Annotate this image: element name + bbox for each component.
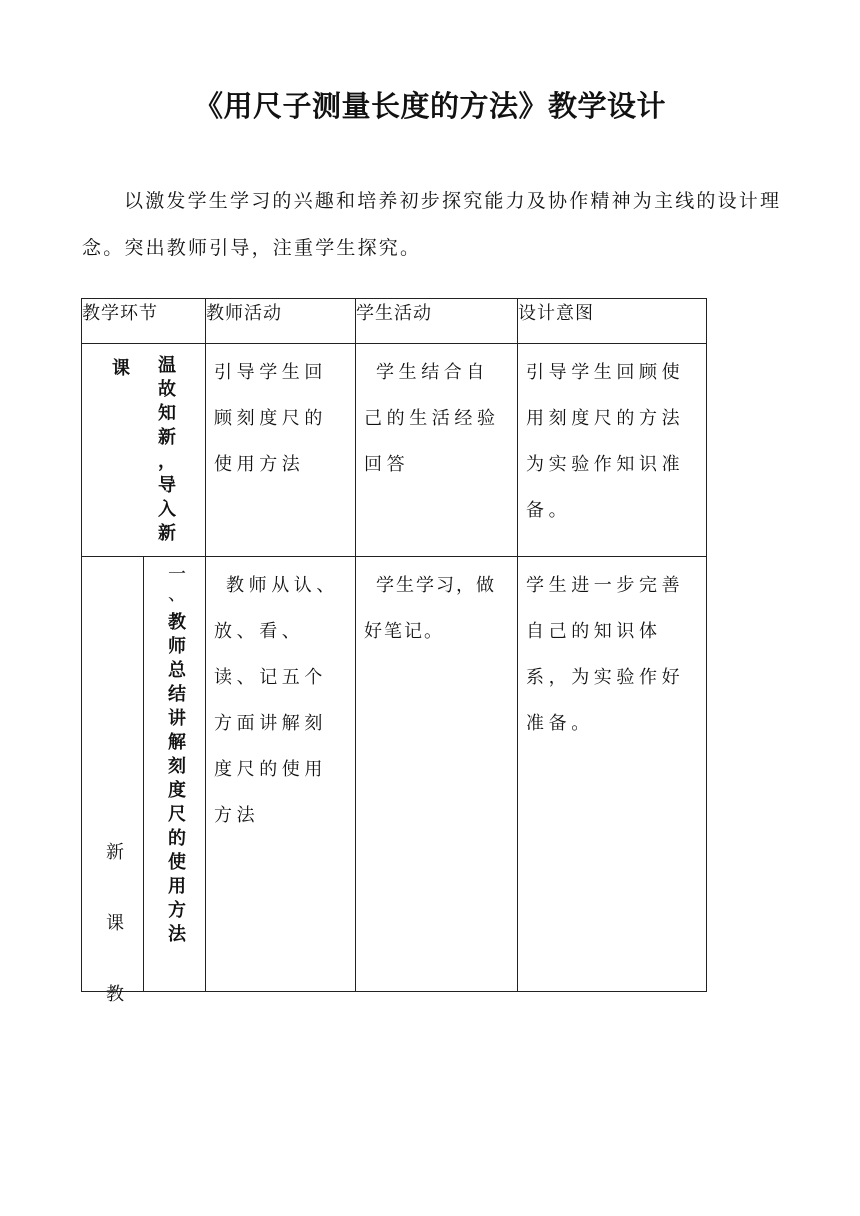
lesson-design-table	[81, 298, 707, 1005]
header-stage: 教学环节	[82, 299, 206, 344]
header-student-activity: 学生活动	[356, 299, 518, 344]
table-header-row	[82, 299, 707, 344]
teacher-activity-cell: 教师从认、放、看、读、记五个方面讲解刻度尺的使用方法	[206, 557, 356, 992]
table-row	[82, 344, 707, 557]
stage-prefix: 课	[112, 358, 130, 379]
stage-outer-label: 新 课 教	[106, 842, 124, 1005]
stage-inner-cell	[144, 557, 206, 992]
student-activity-cell: 学生学习，做好笔记。	[356, 557, 518, 992]
document-title: 《用尺子测量长度的方法》教学设计	[193, 89, 666, 123]
table-row	[82, 557, 707, 992]
stage-cell-review	[82, 344, 206, 557]
teacher-activity-cell: 引导学生回顾刻度尺的使用方法	[206, 344, 356, 557]
stage-inner-label: 教 师 总 结 讲 解 刻 度 尺 的 使 用 方 法	[168, 612, 186, 945]
header-design-intent: 设计意图	[518, 299, 707, 344]
design-intent-cell: 学生进一步完善自己的知识体系，为实验作好准备。	[518, 557, 707, 992]
stage-vertical-label: 温 故 知 新 ， 导 入 新	[158, 355, 176, 544]
design-intent-cell: 引导学生回顾使用刻度尺的方法为实验作知识准备。	[518, 344, 707, 557]
intro-paragraph: 以激发学生学习的兴趣和培养初步探究能力及协作精神为主线的设计理念。突出教师引导，注重学生探究。	[82, 190, 782, 259]
stage-outer-cell	[82, 557, 144, 1005]
header-teacher-activity: 教师活动	[206, 299, 356, 344]
student-activity-cell: 学生结合自己的生活经验回答	[356, 344, 518, 557]
stage-number: 一 、	[168, 564, 186, 605]
